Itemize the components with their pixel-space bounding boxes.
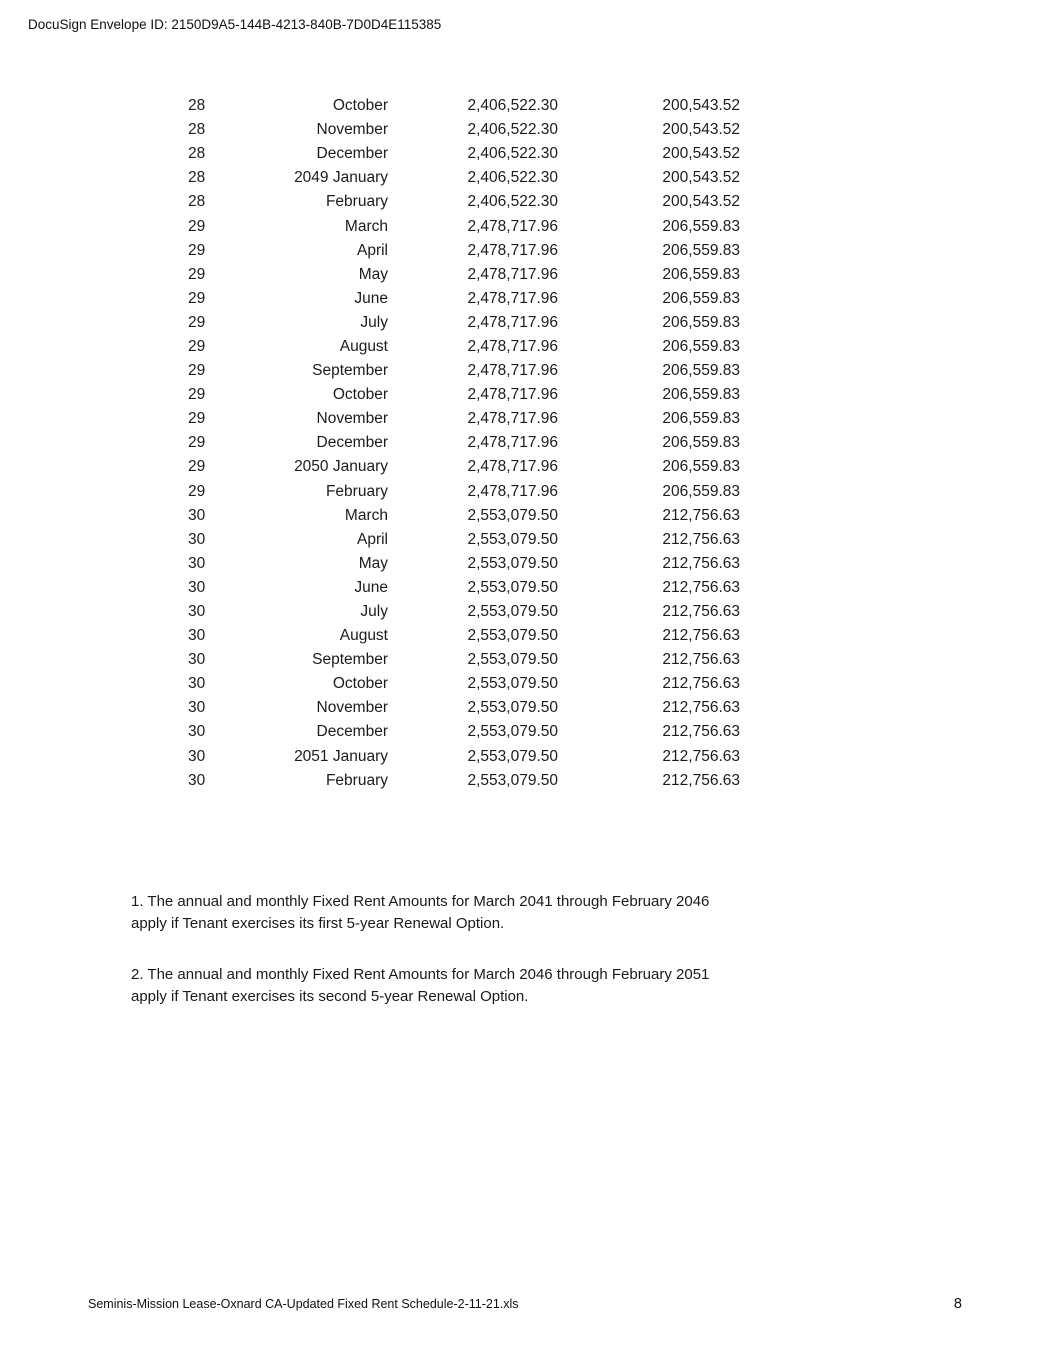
table-row-17-annual: 2,553,079.50 [467, 506, 558, 524]
table-row-9-annual: 2,478,717.96 [467, 313, 558, 331]
table-row-12-monthly: 206,559.83 [662, 386, 740, 404]
table-row-23-month: September [312, 651, 388, 669]
table-row-5-month: March [344, 217, 388, 235]
table-row-7-month: May [358, 265, 388, 283]
table-row-13-annual: 2,478,717.96 [467, 410, 558, 428]
table-row-20-month: June [354, 578, 388, 596]
footnote-1-line-1: 1. The annual and monthly Fixed Rent Amounts for March 2041 through February 2046 [131, 893, 710, 910]
table-row-18-monthly: 212,756.63 [662, 530, 740, 548]
table-row-11-annual: 2,478,717.96 [467, 362, 558, 380]
table-row-5-annual: 2,478,717.96 [467, 217, 558, 235]
table-row-26-monthly: 212,756.63 [662, 723, 740, 741]
table-row-1-year: 28 [188, 121, 206, 139]
table-row-18-year: 30 [188, 530, 206, 548]
table-row-2-annual: 2,406,522.30 [467, 145, 558, 163]
table-row-25-annual: 2,553,079.50 [467, 699, 558, 717]
docusign-envelope-id: DocuSign Envelope ID: 2150D9A5-144B-4213-840B-7D0D4E115385 [28, 17, 442, 32]
table-row-3-monthly: 200,543.52 [662, 169, 740, 187]
table-row-3-year: 28 [188, 169, 206, 187]
table-row-1-annual: 2,406,522.30 [467, 121, 558, 139]
table-row-12-year: 29 [188, 386, 206, 404]
table-row-8-monthly: 206,559.83 [662, 289, 740, 307]
table-row-14-year: 29 [188, 434, 206, 452]
table-row-4-monthly: 200,543.52 [662, 193, 740, 211]
table-row-14-annual: 2,478,717.96 [467, 434, 558, 452]
table-row-10-year: 29 [188, 337, 206, 355]
table-row-21-month: July [360, 603, 388, 621]
table-row-22-year: 30 [188, 627, 206, 645]
table-row-7-annual: 2,478,717.96 [467, 265, 558, 283]
table-row-23-year: 30 [188, 651, 206, 669]
table-row-28-monthly: 212,756.63 [662, 771, 740, 789]
table-row-4-annual: 2,406,522.30 [467, 193, 558, 211]
table-row-23-monthly: 212,756.63 [662, 651, 740, 669]
table-row-14-monthly: 206,559.83 [662, 434, 740, 452]
table-row-23-annual: 2,553,079.50 [467, 651, 558, 669]
table-row-27-month: 2051 January [294, 747, 388, 765]
table-row-0-annual: 2,406,522.30 [467, 97, 558, 115]
table-row-16-year: 29 [188, 482, 206, 500]
table-row-2-month: December [316, 145, 388, 163]
table-row-26-annual: 2,553,079.50 [467, 723, 558, 741]
table-row-21-annual: 2,553,079.50 [467, 603, 558, 621]
table-row-9-month: July [360, 313, 388, 331]
table-row-12-annual: 2,478,717.96 [467, 386, 558, 404]
table-row-24-annual: 2,553,079.50 [467, 675, 558, 693]
table-row-10-month: August [339, 337, 388, 355]
table-row-19-month: May [358, 554, 388, 572]
table-row-13-monthly: 206,559.83 [662, 410, 740, 428]
table-row-24-month: October [332, 675, 388, 693]
footnote-2 [131, 964, 771, 1008]
table-row-16-month: February [325, 482, 388, 500]
page-number: 8 [953, 1296, 962, 1312]
table-row-17-monthly: 212,756.63 [662, 506, 740, 524]
table-row-0-monthly: 200,543.52 [662, 97, 740, 115]
table-row-3-month: 2049 January [294, 169, 388, 187]
table-row-9-monthly: 206,559.83 [662, 313, 740, 331]
table-row-27-annual: 2,553,079.50 [467, 747, 558, 765]
table-row-27-year: 30 [188, 747, 206, 765]
footnote-1-line-2: apply if Tenant exercises its first 5-year Renewal Option. [131, 915, 505, 932]
table-row-6-annual: 2,478,717.96 [467, 241, 558, 259]
table-row-21-year: 30 [188, 603, 206, 621]
table-row-22-monthly: 212,756.63 [662, 627, 740, 645]
table-row-16-monthly: 206,559.83 [662, 482, 740, 500]
table-row-8-year: 29 [188, 289, 206, 307]
table-row-0-month: October [332, 97, 388, 115]
table-row-11-month: September [312, 362, 388, 380]
table-row-2-year: 28 [188, 145, 206, 163]
table-row-10-monthly: 206,559.83 [662, 337, 740, 355]
footnote-2-line-1: 2. The annual and monthly Fixed Rent Amounts for March 2046 through February 2051 [131, 966, 710, 983]
table-row-15-annual: 2,478,717.96 [467, 458, 558, 476]
table-row-25-monthly: 212,756.63 [662, 699, 740, 717]
table-row-12-month: October [332, 386, 388, 404]
table-row-2-monthly: 200,543.52 [662, 145, 740, 163]
footnote-2-line-2: apply if Tenant exercises its second 5-year Renewal Option. [131, 988, 529, 1005]
table-row-28-year: 30 [188, 771, 206, 789]
table-row-15-monthly: 206,559.83 [662, 458, 740, 476]
table-row-1-monthly: 200,543.52 [662, 121, 740, 139]
table-row-8-month: June [354, 289, 388, 307]
page-footer [88, 1296, 962, 1312]
table-row-5-year: 29 [188, 217, 206, 235]
table-row-11-monthly: 206,559.83 [662, 362, 740, 380]
table-row-22-annual: 2,553,079.50 [467, 627, 558, 645]
table-row-6-month: April [356, 241, 388, 259]
table-row-13-year: 29 [188, 410, 206, 428]
table-row-24-monthly: 212,756.63 [662, 675, 740, 693]
table-row-22-month: August [339, 627, 388, 645]
table-row-25-year: 30 [188, 699, 206, 717]
table-row-6-year: 29 [188, 241, 206, 259]
table-row-19-monthly: 212,756.63 [662, 554, 740, 572]
table-row-20-year: 30 [188, 578, 206, 596]
table-row-21-monthly: 212,756.63 [662, 603, 740, 621]
footer-filename: Seminis-Mission Lease-Oxnard CA-Updated Fixed Rent Schedule-2-11-21.xls [88, 1297, 519, 1311]
table-row-5-monthly: 206,559.83 [662, 217, 740, 235]
table-row-0-year: 28 [188, 97, 206, 115]
table-row-11-year: 29 [188, 362, 206, 380]
table-row-19-year: 30 [188, 554, 206, 572]
table-row-26-month: December [316, 723, 388, 741]
footnote-1 [131, 891, 771, 935]
table-row-15-year: 29 [188, 458, 206, 476]
table-row-1-month: November [316, 121, 388, 139]
table-row-7-monthly: 206,559.83 [662, 265, 740, 283]
table-row-18-annual: 2,553,079.50 [467, 530, 558, 548]
table-row-20-monthly: 212,756.63 [662, 578, 740, 596]
table-row-16-annual: 2,478,717.96 [467, 482, 558, 500]
table-row-10-annual: 2,478,717.96 [467, 337, 558, 355]
table-row-20-annual: 2,553,079.50 [467, 578, 558, 596]
table-row-4-year: 28 [188, 193, 206, 211]
table-row-3-annual: 2,406,522.30 [467, 169, 558, 187]
table-row-4-month: February [325, 193, 388, 211]
table-row-7-year: 29 [188, 265, 206, 283]
table-row-18-month: April [356, 530, 388, 548]
table-row-26-year: 30 [188, 723, 206, 741]
table-row-19-annual: 2,553,079.50 [467, 554, 558, 572]
table-row-13-month: November [316, 410, 388, 428]
table-row-14-month: December [316, 434, 388, 452]
footnotes [131, 891, 771, 1008]
table-row-28-annual: 2,553,079.50 [467, 771, 558, 789]
fixed-rent-schedule-table [188, 94, 740, 793]
table-row-27-monthly: 212,756.63 [662, 747, 740, 765]
table-row-17-year: 30 [188, 506, 206, 524]
table-row-24-year: 30 [188, 675, 206, 693]
table-row-17-month: March [344, 506, 388, 524]
table-row-25-month: November [316, 699, 388, 717]
table-row-8-annual: 2,478,717.96 [467, 289, 558, 307]
table-row-9-year: 29 [188, 313, 206, 331]
table-row-15-month: 2050 January [294, 458, 388, 476]
table-row-6-monthly: 206,559.83 [662, 241, 740, 259]
table-row-28-month: February [325, 771, 388, 789]
